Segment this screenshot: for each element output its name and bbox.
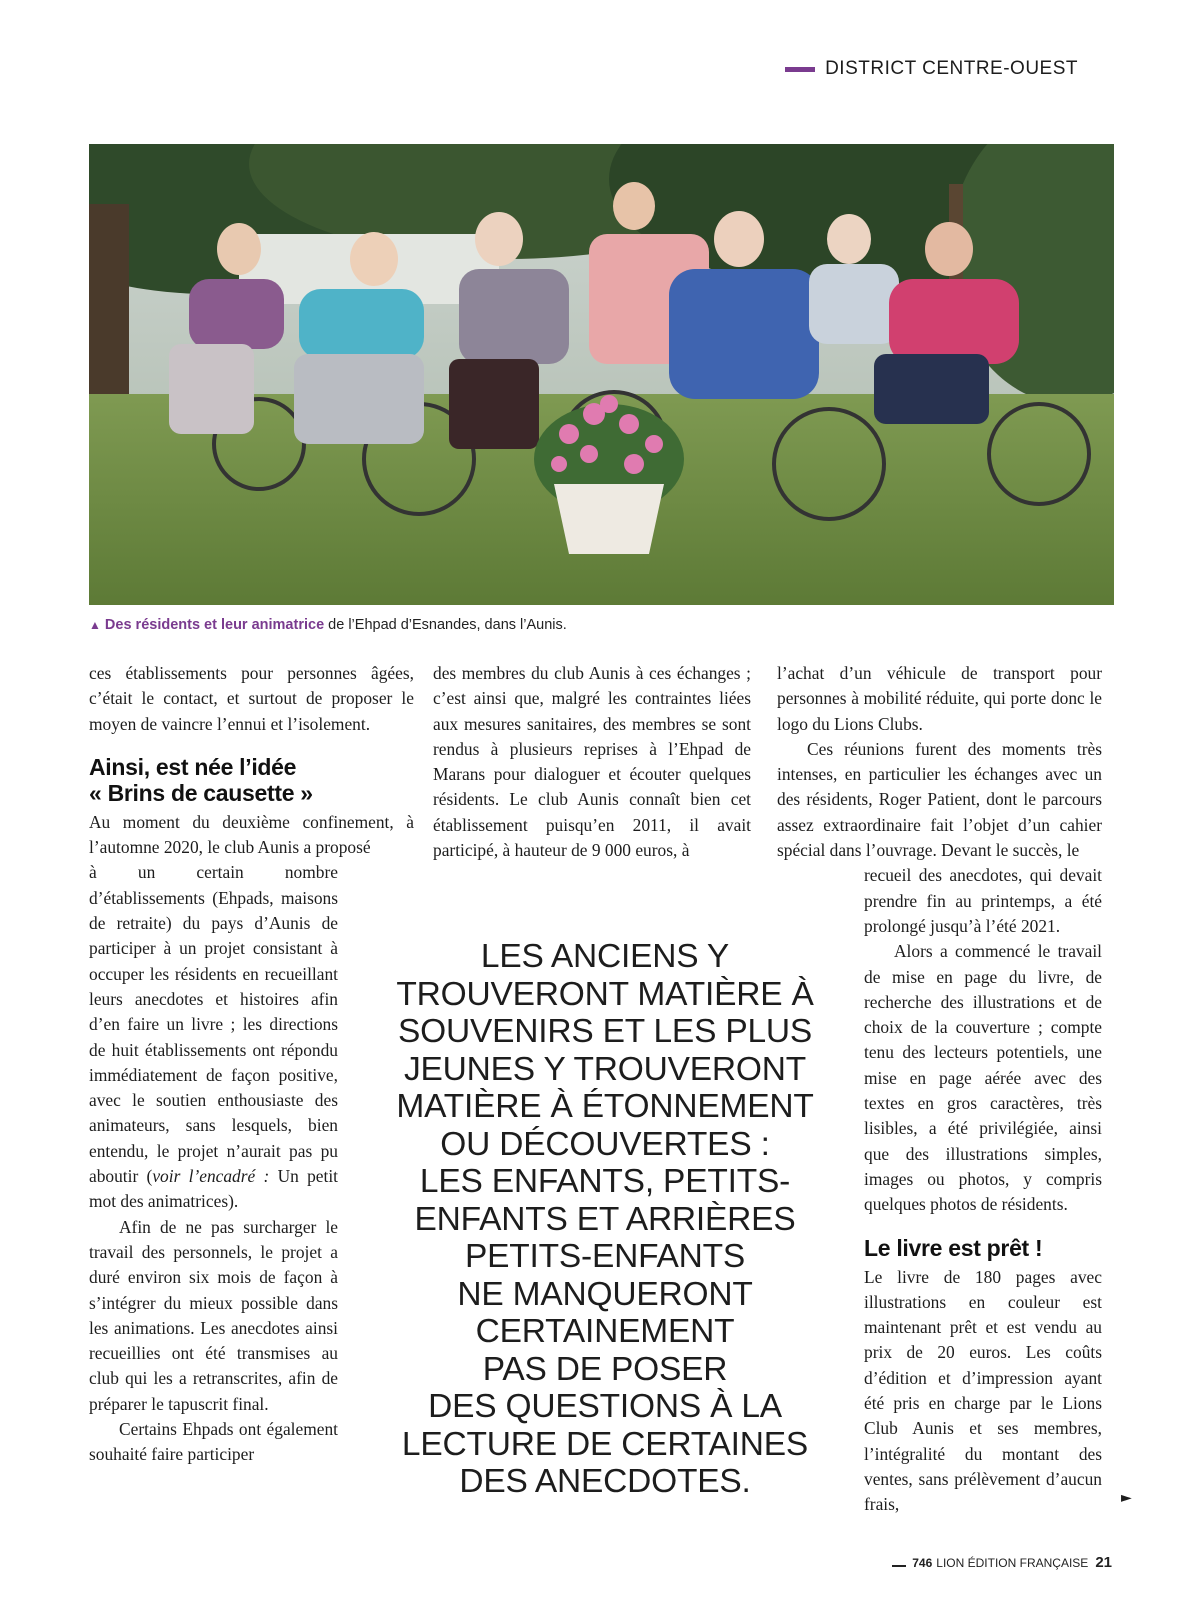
col3-heading: Le livre est prêt ! <box>864 1234 1043 1261</box>
photo-illustration <box>89 144 1114 605</box>
col1-paragraph-3: Certains Ehpads ont également souhaité faire participer <box>89 1419 338 1465</box>
pull-quote-line: DES ANECDOTES. <box>459 1463 751 1500</box>
column-3 <box>777 661 1102 1518</box>
pull-quote-line: MATIÈRE À ÉTONNEMENT <box>396 1088 814 1125</box>
col1-heading: Ainsi, est née l’idée « Brins de causette » <box>89 753 313 806</box>
col2-paragraph-1: des membres du club Aunis à ces échanges ; c’est ainsi que, malgré les contraintes liées aux mesures sanitaires, des membres se sont rendus à plusieurs reprises à l’Ehpad de Marans pour dialoguer et écouter quelques résidents. Le club Aunis connaît bien cet établissement puisqu’en 2011, il avait participé, à hauteur de 9 000 euros, à <box>433 663 751 861</box>
section-header <box>785 58 1078 80</box>
page-footer <box>892 1554 1112 1571</box>
col3-paragraph-3: Alors a commencé le travail de mise en page du livre, de recherche des illustrations et de choix de la couverture ; compte tenu des lecteurs potentiels, une mise en page aérée avec des textes en gros caractères, très lisibles, a été privilégiée, ainsi que des illustrations simples, images ou photos, y compris quelques photos de résidents. <box>864 941 1102 1215</box>
pull-quote-line: LES ENFANTS, PETITS- <box>419 1163 791 1200</box>
pull-quote-line: CERTAINEMENT <box>475 1313 735 1350</box>
col3-paragraph-1: l’achat d’un véhicule de transport pour personnes à mobilité réduite, qui porte donc le logo du Lions Clubs. <box>777 663 1102 734</box>
col3-paragraph-4: Le livre de 180 pages avec illustrations en couleur est maintenant prêt et est vendu au prix de 20 euros. Les coûts d’édition et d’impression ayant été pris en charge par le Lions Club Aunis et ses membres, l’intégralité du montant des ventes, sans prélèvement d’aucun frais, <box>864 1266 1102 1515</box>
page-number: 21 <box>1095 1554 1112 1571</box>
column-1 <box>89 661 414 1468</box>
col1-paragraph-1-wide: Au moment du deuxième confinement, à l’automne 2020, le club Aunis a proposé <box>89 811 414 858</box>
pull-quote-line: LES ANCIENS Y <box>480 938 730 975</box>
pull-quote-line: LECTURE DE CERTAINES <box>401 1425 809 1463</box>
caption-text: de l’Ehpad d’Esnandes, dans l’Aunis. <box>324 617 567 633</box>
col1-intro: ces établissements pour personnes âgées, c’était le contact, et surtout de proposer le moyen de vaincre l’ennui et l’isolement. <box>89 663 414 734</box>
pull-quote-line: NE MANQUERONT <box>457 1275 753 1313</box>
section-title: DISTRICT CENTRE-OUEST <box>825 58 1078 79</box>
caption-triangle-icon: ▲ <box>89 618 101 632</box>
section-accent-bar <box>785 67 815 72</box>
pull-quote-line: ENFANTS ET ARRIÈRES <box>414 1200 796 1238</box>
publication-name: LION ÉDITION FRANÇAISE <box>936 1556 1089 1570</box>
footer-dash <box>892 1565 906 1567</box>
pull-quote-line: PAS DE POSER <box>482 1350 728 1388</box>
col3-paragraph-2-wide: Ces réunions furent des moments très intenses, en particulier les échanges avec un des résidents, Roger Patient, dont le parcours assez extraordinaire fait l’objet d’un cahier spécial dans l’ouvrage. Devant le succès, le <box>777 738 1102 861</box>
col3-paragraph-2-narrow: recueil des anecdotes, qui devait prendre fin au printemps, a été prolongé jusqu’à l’été 2021. <box>864 865 1102 936</box>
continue-arrow-icon: ► <box>1121 1490 1132 1506</box>
issue-number: 746 <box>912 1556 933 1570</box>
col1-paragraph-1-narrow: à un certain nombre d’établissements (Ehpads, maisons de retraite) du pays d’Aunis de participer à un projet consistant à occuper les résidents en recueillant leurs anecdotes et histoires afin d’en faire un livre ; les directions de huit établissements ont répondu immédiatement de façon positive, avec le soutien enthousiaste des animateurs, sans lesquels, bien entendu, le projet n’aurait pas pu aboutir (voir l’encadré : Un petit mot des animatrices). <box>89 862 339 1212</box>
residents-photo <box>89 144 1114 605</box>
pull-quote-line: JEUNES Y TROUVERONT <box>403 1050 806 1088</box>
pull-quote-line: TROUVERONT MATIÈRE À <box>396 975 814 1013</box>
photo-caption <box>89 617 567 633</box>
pull-quote <box>393 938 817 1501</box>
caption-bold: Des résidents et leur animatrice <box>104 617 325 633</box>
col3-narrow-block <box>864 863 1102 1517</box>
pull-quote-line: PETITS-ENFANTS <box>464 1238 746 1275</box>
pull-quote-line: DES QUESTIONS À LA <box>428 1388 782 1425</box>
col1-paragraph-2: Afin de ne pas surcharger le travail des personnels, le projet a duré environ six mois de façon à s’intégrer du mieux possible dans les animations. Les anecdotes ainsi recueillies ont été transmises au club qui les a retranscrites, afin de préparer le tapuscrit final. <box>89 1216 338 1414</box>
pull-quote-line: SOUVENIRS ET LES PLUS <box>397 1013 813 1050</box>
column-2 <box>433 661 751 863</box>
pull-quote-line: OU DÉCOUVERTES : <box>440 1125 770 1163</box>
